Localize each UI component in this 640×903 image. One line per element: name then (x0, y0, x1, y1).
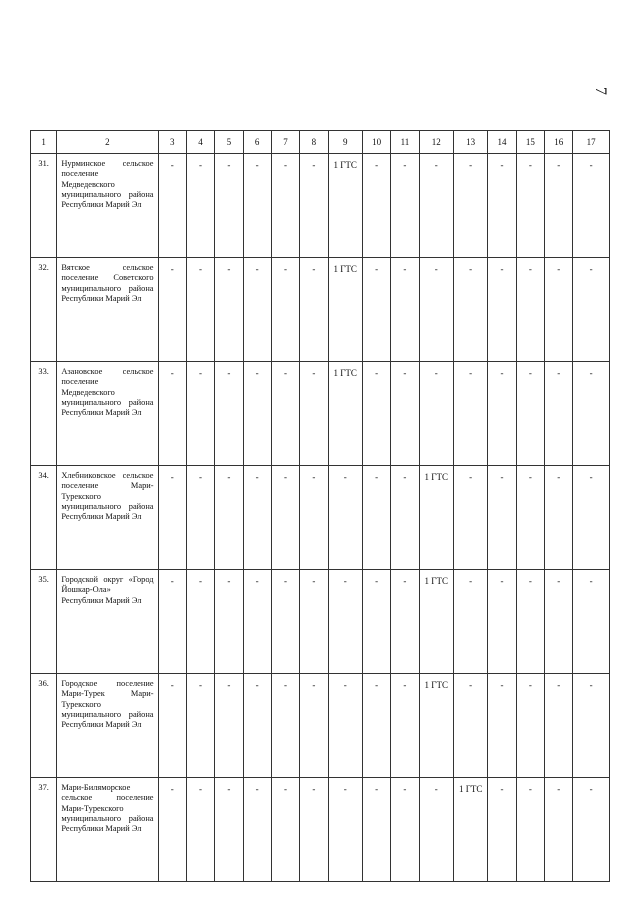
table-cell: - (545, 466, 573, 570)
table-cell: - (300, 674, 328, 778)
table-cell: - (362, 674, 390, 778)
table-cell: - (186, 570, 214, 674)
table-cell: - (391, 778, 419, 882)
table-row (31, 258, 610, 362)
table-cell: - (300, 154, 328, 258)
table-header-row (31, 131, 610, 154)
table-cell: - (573, 154, 610, 258)
table-row (31, 570, 610, 674)
table-cell: - (573, 570, 610, 674)
column-header: 5 (215, 131, 243, 154)
table-cell: - (271, 154, 299, 258)
table-cell: - (362, 258, 390, 362)
table-cell: 1 ГТС (419, 674, 453, 778)
table-cell: 1 ГТС (328, 362, 362, 466)
table-cell: - (391, 570, 419, 674)
table-cell: - (488, 674, 516, 778)
table-cell: - (215, 154, 243, 258)
table-cell: - (215, 362, 243, 466)
table-cell: - (516, 362, 544, 466)
table-cell: - (300, 258, 328, 362)
table-row (31, 674, 610, 778)
table-cell: - (362, 778, 390, 882)
table-cell: - (215, 466, 243, 570)
table-cell: - (186, 466, 214, 570)
table-cell: - (516, 570, 544, 674)
table-cell: - (215, 674, 243, 778)
municipality-name: Хлебниковское сельское поселение Мари-Турекского муниципального района Республики Марий Эл (57, 466, 158, 570)
table-cell: - (243, 466, 271, 570)
table-cell: - (328, 778, 362, 882)
table-cell: 1 ГТС (419, 466, 453, 570)
table-cell: - (453, 674, 487, 778)
table-cell: - (158, 466, 186, 570)
municipality-name: Нурминское сельское поселение Медведевского муниципального района Республики Марий Эл (57, 154, 158, 258)
column-header: 8 (300, 131, 328, 154)
table-cell: - (271, 570, 299, 674)
table-cell: 1 ГТС (453, 778, 487, 882)
table-cell: - (158, 674, 186, 778)
table-cell: - (419, 154, 453, 258)
table-cell: - (158, 570, 186, 674)
table-cell: - (545, 778, 573, 882)
table-cell: - (419, 778, 453, 882)
table-cell: - (186, 778, 214, 882)
table-cell: - (488, 466, 516, 570)
table-cell: - (419, 258, 453, 362)
table-cell: 1 ГТС (328, 154, 362, 258)
table-cell: - (300, 778, 328, 882)
table-row (31, 154, 610, 258)
table-cell: - (516, 258, 544, 362)
table-cell: - (186, 154, 214, 258)
table-cell: - (516, 674, 544, 778)
table-cell: - (362, 362, 390, 466)
column-header: 1 (31, 131, 57, 154)
row-number: 34. (31, 466, 57, 570)
table-cell: - (453, 362, 487, 466)
table-cell: - (391, 258, 419, 362)
table-cell: - (215, 778, 243, 882)
table-cell: - (158, 778, 186, 882)
column-header: 3 (158, 131, 186, 154)
municipality-name: Городской округ «Город Йошкар-Ола» Республики Марий Эл (57, 570, 158, 674)
table-cell: - (362, 466, 390, 570)
row-number: 36. (31, 674, 57, 778)
table-cell: - (300, 362, 328, 466)
table-cell: - (243, 778, 271, 882)
table-cell: - (391, 674, 419, 778)
column-header: 17 (573, 131, 610, 154)
table-cell: - (362, 570, 390, 674)
row-number: 31. (31, 154, 57, 258)
table-cell: - (328, 674, 362, 778)
row-number: 32. (31, 258, 57, 362)
column-header: 12 (419, 131, 453, 154)
page-number: 7 (592, 87, 609, 95)
column-header: 10 (362, 131, 390, 154)
table-cell: - (158, 154, 186, 258)
table-cell: - (488, 154, 516, 258)
table-cell: - (215, 570, 243, 674)
table-cell: - (573, 258, 610, 362)
table-cell: - (545, 258, 573, 362)
municipality-name: Мари-Биляморское сельское поселение Мари-Турекского муниципального района Республики Марий Эл (57, 778, 158, 882)
table-cell: - (328, 570, 362, 674)
table-cell: - (362, 154, 390, 258)
table-cell: - (453, 466, 487, 570)
table-cell: - (573, 674, 610, 778)
table-cell: - (516, 778, 544, 882)
table-cell: - (243, 362, 271, 466)
table-cell: - (488, 778, 516, 882)
table-cell: - (186, 674, 214, 778)
column-header: 7 (271, 131, 299, 154)
column-header: 13 (453, 131, 487, 154)
table-cell: - (573, 778, 610, 882)
table-cell: - (488, 258, 516, 362)
row-number: 35. (31, 570, 57, 674)
table-cell: - (158, 258, 186, 362)
row-number: 37. (31, 778, 57, 882)
table-cell: - (271, 362, 299, 466)
column-header: 9 (328, 131, 362, 154)
table-cell: - (300, 466, 328, 570)
table-cell: 1 ГТС (328, 258, 362, 362)
table-row (31, 778, 610, 882)
table-cell: - (573, 466, 610, 570)
table-cell: - (516, 154, 544, 258)
table-cell: - (391, 466, 419, 570)
table-cell: - (573, 362, 610, 466)
table-cell: - (158, 362, 186, 466)
table-cell: - (271, 466, 299, 570)
table-cell: - (243, 258, 271, 362)
table-cell: - (328, 466, 362, 570)
document-table (30, 130, 610, 882)
table-cell: - (391, 362, 419, 466)
table-cell: - (419, 362, 453, 466)
column-header: 11 (391, 131, 419, 154)
column-header: 4 (186, 131, 214, 154)
table-cell: - (243, 674, 271, 778)
table-cell: - (516, 466, 544, 570)
table-cell: - (271, 778, 299, 882)
table-cell: - (243, 154, 271, 258)
municipality-name: Вятское сельское поселение Советского муниципального района Республики Марий Эл (57, 258, 158, 362)
municipality-name: Городское поселение Мари-Турек Мари-Турекского муниципального района Республики Марий Эл (57, 674, 158, 778)
table-body (31, 154, 610, 882)
column-header: 2 (57, 131, 158, 154)
table-cell: - (215, 258, 243, 362)
column-header: 16 (545, 131, 573, 154)
table-cell: - (243, 570, 271, 674)
column-header: 6 (243, 131, 271, 154)
table-cell: - (186, 258, 214, 362)
table-cell: 1 ГТС (419, 570, 453, 674)
table-cell: - (453, 154, 487, 258)
table-cell: - (271, 674, 299, 778)
table-cell: - (545, 570, 573, 674)
row-number: 33. (31, 362, 57, 466)
table-cell: - (453, 570, 487, 674)
table-cell: - (488, 362, 516, 466)
table-cell: - (545, 362, 573, 466)
table-cell: - (545, 674, 573, 778)
table-cell: - (391, 154, 419, 258)
table-cell: - (300, 570, 328, 674)
table-row (31, 362, 610, 466)
table-cell: - (453, 258, 487, 362)
table-cell: - (271, 258, 299, 362)
table-cell: - (186, 362, 214, 466)
municipality-name: Азановское сельское поселение Медведевского муниципального района Республики Марий Эл (57, 362, 158, 466)
table-cell: - (545, 154, 573, 258)
table-cell: - (488, 570, 516, 674)
column-header: 15 (516, 131, 544, 154)
column-header: 14 (488, 131, 516, 154)
table-row (31, 466, 610, 570)
